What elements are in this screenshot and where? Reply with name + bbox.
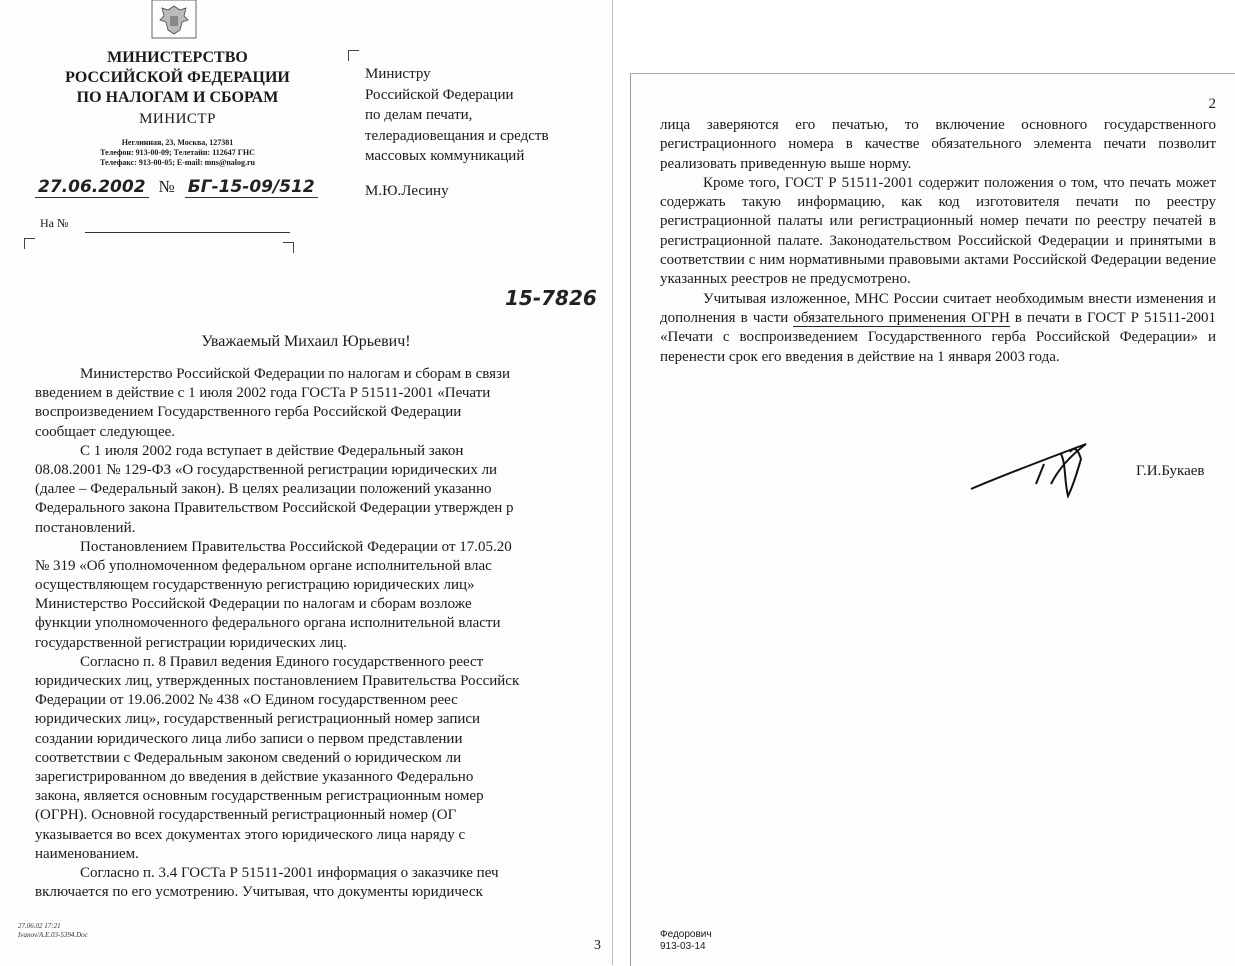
body-line: создании юридического лица либо записи о первом представлении	[35, 730, 463, 747]
body-line: включается по его усмотрению. Учитывая, что документы юридическ	[35, 884, 483, 901]
registration-number: 15-7826	[505, 286, 597, 310]
body-line: соответствии с Федеральным законом сведений о юридическом ли	[35, 749, 462, 766]
coat-of-arms-icon	[150, 0, 198, 40]
body-line: закона, является основным государственным регистрационным номер	[35, 788, 484, 805]
body-line: Постановлением Правительства Российской Федерации от 17.05.20	[80, 538, 512, 555]
address-line: Телефакс: 913-00-05; E-mail: mns@nalog.ru	[100, 158, 255, 167]
addressee-line: по делам печати,	[365, 107, 473, 123]
reference-label: На №	[40, 216, 69, 230]
reference-line	[85, 232, 290, 233]
paragraph	[660, 290, 1216, 367]
corner-mark	[24, 238, 35, 249]
letter-body-page-2	[660, 116, 1216, 367]
page-number: 2	[1208, 96, 1216, 112]
body-line: функции уполномоченного федерального органа исполнительной власти	[35, 615, 501, 632]
body-line: Федерального закона Правительством Российской Федерации утвержден р	[35, 500, 514, 517]
body-line: 08.08.2001 № 129-ФЗ «О государственной регистрации юридических ли	[35, 461, 498, 478]
body-line: С 1 июля 2002 года вступает в действие Федеральный закон	[80, 442, 464, 459]
signature-icon	[966, 424, 1126, 504]
body-line: указывается во всех документах этого юридического лица наряду с	[35, 826, 466, 843]
paragraph: лица заверяются его печатью, то включение основного государственного регистрационного номера в качестве обязательного элемента печати позволит реализовать приведенную выше норму.	[660, 117, 1216, 172]
body-line: Министерство Российской Федерации по налогам и сборам возложе	[35, 596, 472, 613]
addressee-block	[365, 64, 549, 167]
body-line: Согласно п. 3.4 ГОСТа Р 51511-2001 информация о заказчике печ	[80, 864, 499, 881]
letter-body-page-1	[35, 365, 610, 902]
addressee-line: Министру	[365, 66, 431, 82]
ministry-line: ПО НАЛОГАМ И СБОРАМ	[76, 89, 279, 106]
date-number-line	[35, 177, 318, 197]
addressee-line: Российской Федерации	[365, 86, 514, 103]
outgoing-number: БГ-15-09/512	[185, 177, 318, 198]
address-line: Телефон: 913-00-09; Телетайп: 112647 ГНС	[100, 148, 255, 157]
addressee-line: массовых коммуникаций	[365, 148, 525, 164]
minister-title: МИНИСТР	[139, 111, 216, 127]
footer-line: 27.06.02 17:21	[18, 922, 61, 930]
body-line: (далее – Федеральный закон). В целях реализации положений указанно	[35, 481, 492, 498]
number-sign: №	[158, 177, 175, 196]
body-line: Федерации от 19.06.2002 № 438 «О Едином государственном реес	[35, 692, 458, 709]
body-line: осуществляющем государственную регистрацию юридических лиц»	[35, 577, 475, 594]
paragraph-text: в печати в ГОСТ Р 51511-2001 «Печати с воспроизведением Государственного герба Российской Федерации» и перенести срок его введения в действие на 1 января 2003 года.	[660, 309, 1216, 365]
ministry-address	[45, 138, 310, 168]
letter-date: 27.06.2002	[35, 177, 149, 198]
signer-name: Г.И.Букаев	[1136, 463, 1205, 479]
paragraph: Кроме того, ГОСТ Р 51511-2001 содержит положения о том, что печать может содержать такую информацию, как код изготовителя печати по реестру регистрационной палаты или регистрационный номер печати по реестру печатей в регистрационной палате. Законодательством Российской Федерации и принятыми в соответствии с ним нормативными правовыми актами Российской Федерации ведение указанных реестров не предусмотрено.	[660, 174, 1216, 288]
body-line: постановлений.	[35, 519, 136, 536]
body-line: сообщает следующее.	[35, 423, 176, 440]
body-line: воспроизведением Государственного герба Российской Федерации	[35, 404, 462, 421]
body-line: государственной регистрации юридических лиц.	[35, 634, 347, 651]
body-line: юридических лиц», государственный регистрационный номер записи	[35, 711, 481, 728]
executor-name: Федорович	[660, 929, 712, 940]
addressee-name: М.Ю.Лесину	[365, 183, 449, 199]
address-line: Неглинная, 23, Москва, 127381	[121, 138, 234, 147]
footer-line: Ivanov/А.Е.03-5394.Doc	[18, 931, 88, 939]
paragraph-text: Учитывая изложенное, МНС России считает необходимым внести изменения и дополнения в части	[660, 290, 1216, 326]
body-line: наименованием.	[35, 845, 139, 862]
addressee-line: телерадиовещания и средств	[365, 127, 549, 144]
body-line: Министерство Российской Федерации по налогам и сборам в связи	[80, 366, 511, 382]
letter-page-1	[0, 0, 613, 965]
executor-info	[660, 929, 712, 953]
corner-mark	[283, 242, 294, 253]
executor-phone: 913-03-14	[660, 941, 706, 952]
file-footer	[18, 922, 88, 940]
body-line: юридических лиц, утвержденных постановлением Правительства Российск	[35, 673, 520, 689]
underlined-text: обязательного применения ОГРН	[793, 309, 1010, 326]
page-number: 3	[594, 938, 601, 953]
body-line: зарегистрированном до введения в действие указанного Федерально	[35, 768, 474, 785]
body-line: № 319 «Об уполномоченном федеральном органе исполнительной влас	[35, 557, 492, 574]
ministry-name	[45, 48, 310, 108]
ministry-line: РОССИЙСКОЙ ФЕДЕРАЦИИ	[65, 69, 290, 86]
body-line: Согласно п. 8 Правил ведения Единого государственного реест	[80, 653, 484, 670]
body-line: (ОГРН). Основной государственный регистрационный номер (ОГ	[35, 807, 457, 824]
ministry-line: МИНИСТЕРСТВО	[107, 49, 248, 66]
greeting: Уважаемый Михаил Юрьевич!	[201, 333, 411, 350]
body-line: введением в действие с 1 июля 2002 года ГОСТа Р 51511-2001 «Печати	[35, 385, 491, 402]
corner-mark	[348, 50, 359, 61]
letter-page-2	[630, 73, 1235, 966]
